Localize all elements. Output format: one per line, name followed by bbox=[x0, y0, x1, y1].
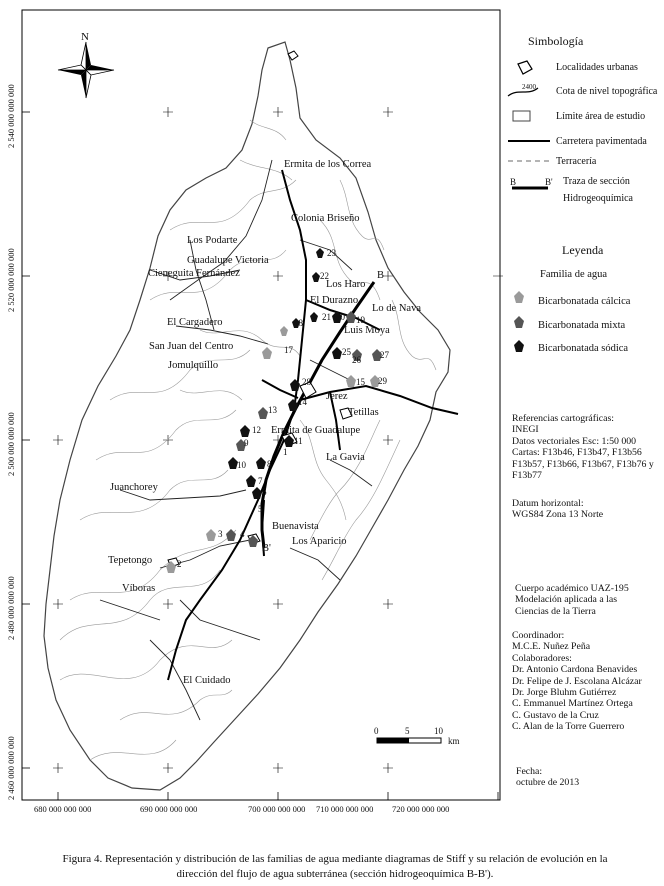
locality-label: San Juan del Centro bbox=[149, 341, 234, 352]
y-tick-label: 2 500 000 000 000 bbox=[6, 412, 16, 476]
sample-number: 11 bbox=[294, 436, 303, 446]
sample-number: 19 bbox=[356, 315, 365, 325]
locality-label: Juanchorey bbox=[110, 482, 158, 493]
scale-tick: 5 bbox=[405, 726, 410, 736]
collaborator-name: Dr. Jorge Bluhm Gutiérrez bbox=[512, 687, 617, 699]
x-tick-label: 720 000 000 000 bbox=[392, 804, 450, 814]
sample-number: 7 bbox=[258, 476, 263, 486]
grid-ticks bbox=[22, 112, 498, 800]
sample-number: 20 bbox=[336, 312, 345, 322]
caption-line: dirección del flujo de agua subterránea (sección hidrogeoquímica B-B'). bbox=[176, 868, 494, 880]
references-line: F13b77 bbox=[512, 470, 542, 482]
references-line: Datos vectoriales Esc: 1:50 000 bbox=[512, 435, 637, 447]
date-value: octubre de 2013 bbox=[516, 777, 580, 789]
leyenda-subtitle: Familia de agua bbox=[540, 269, 608, 280]
references-source: INEGI bbox=[512, 424, 539, 436]
sample-number: 1 bbox=[283, 447, 288, 457]
cartographic-references bbox=[512, 413, 654, 481]
locality-label: Ermita de Guadalupe bbox=[271, 425, 361, 436]
locality-label: Tepetongo bbox=[108, 555, 153, 566]
sample-number: 23 bbox=[327, 248, 336, 258]
section-start-label: B bbox=[377, 270, 385, 281]
sample-number: 10 bbox=[237, 460, 246, 470]
collaborator-name: C. Gustavo de la Cruz bbox=[512, 709, 599, 721]
sample-number: 26 bbox=[352, 355, 361, 365]
scale-bar-graphic bbox=[377, 738, 441, 743]
compass-rose bbox=[58, 42, 114, 98]
academic-body bbox=[515, 583, 629, 617]
coordinator-title: Coordinador: bbox=[512, 630, 565, 641]
sample-number: 8 bbox=[267, 459, 272, 469]
legend-label: Bicarbonatada cálcica bbox=[538, 296, 631, 307]
date-block bbox=[516, 766, 579, 789]
locality-label: Ermita de los Correa bbox=[284, 159, 372, 170]
references-title: Referencias cartográficas: bbox=[512, 413, 614, 424]
y-tick-label: 2 480 000 000 000 bbox=[6, 576, 16, 640]
locality-label: El Cargadero bbox=[167, 317, 223, 328]
collaborator-name: Dr. Antonio Cardona Benavides bbox=[512, 664, 638, 676]
locality-label: Tetillas bbox=[348, 407, 379, 418]
datum-block bbox=[512, 498, 603, 521]
collaborators-title: Colaboradores: bbox=[512, 652, 572, 664]
sample-number: 9 bbox=[244, 438, 249, 448]
legend-section-b: B bbox=[510, 177, 517, 187]
locality-label: Víboras bbox=[122, 583, 156, 594]
locality-label: Cieneguita Fernández bbox=[148, 268, 240, 279]
sample-number: 28 bbox=[302, 377, 311, 387]
references-line: Cartas: F13b46, F13b47, F13b56 bbox=[512, 447, 642, 459]
x-tick-label: 680 000 000 000 bbox=[34, 804, 92, 814]
sample-number: 3 bbox=[218, 529, 223, 539]
legend-label: Localidades urbanas bbox=[556, 62, 638, 73]
locality-label: Colonia Briseño bbox=[291, 213, 360, 224]
locality-label: El Durazno bbox=[310, 295, 359, 306]
coordinator-name: M.C.E. Nuñez Peña bbox=[512, 641, 591, 653]
legend-label: Límite área de estudio bbox=[556, 111, 646, 122]
legend-label: Carretera pavimentada bbox=[556, 136, 647, 147]
scale-tick: 0 bbox=[374, 726, 379, 736]
sample-number: 22 bbox=[320, 271, 329, 281]
y-tick-label: 2 520 000 000 000 bbox=[6, 248, 16, 312]
sample-number: 12 bbox=[252, 425, 261, 435]
map-frame bbox=[22, 10, 500, 800]
collaborator-name: Dr. Felipe de J. Escolana Alcázar bbox=[512, 675, 642, 687]
x-tick-label: 710 000 000 000 bbox=[316, 804, 374, 814]
date-title: Fecha: bbox=[516, 766, 543, 777]
figure-caption bbox=[10, 852, 660, 882]
legend-section-bprime: B' bbox=[545, 177, 553, 187]
sample-number: 27 bbox=[380, 350, 389, 360]
sample-number: 21 bbox=[322, 312, 331, 322]
references-line: F13b57, F13b66, F13b67, F13b76 y bbox=[512, 458, 654, 470]
locality-label: Los Haro bbox=[326, 279, 366, 290]
y-tick-label: 2 540 000 000 000 bbox=[6, 84, 16, 148]
locality-label: Jomulquillo bbox=[168, 360, 219, 371]
datum-value: WGS84 Zona 13 Norte bbox=[512, 509, 604, 521]
locality-label: La Gavia bbox=[326, 452, 365, 463]
sample-number: 18 bbox=[294, 318, 303, 328]
legend-label: Bicarbonatada mixta bbox=[538, 320, 626, 331]
locality-label: Los Aparicio bbox=[292, 536, 347, 547]
locality-label: El Cuidado bbox=[183, 675, 231, 686]
contour-value: 2400 bbox=[522, 83, 536, 91]
study-area-boundary bbox=[44, 42, 450, 790]
locality-label: Lo de Nava bbox=[372, 303, 421, 314]
sample-number: 29 bbox=[378, 376, 387, 386]
locality-label: Guadalupe Victoria bbox=[187, 255, 269, 266]
sample-number: 2 bbox=[177, 559, 182, 569]
credits-block bbox=[512, 630, 642, 733]
x-tick-label: 700 000 000 000 bbox=[248, 804, 306, 814]
legend-label: Bicarbonatada sódica bbox=[538, 343, 629, 354]
scale-unit: km bbox=[448, 736, 460, 746]
sample-number: 13 bbox=[268, 405, 277, 415]
legend-label-2: Hidrogeoquímica bbox=[563, 193, 633, 204]
legend-label: Cota de nivel topográfica bbox=[556, 86, 658, 97]
x-tick-label: 690 000 000 000 bbox=[140, 804, 198, 814]
scale-tick: 10 bbox=[434, 726, 443, 736]
caption-line: Figura 4. Representación y distribución de las familias de agua mediante diagramas de Stiff y su relación de evolución en la bbox=[62, 853, 608, 865]
locality-label: Luis Moya bbox=[344, 325, 390, 336]
y-tick-label: 2 460 000 000 000 bbox=[6, 736, 16, 800]
legend-label: Terracería bbox=[556, 156, 597, 167]
sample-number: 14 bbox=[298, 397, 307, 407]
locality-label: Buenavista bbox=[272, 521, 319, 532]
leyenda-title: Leyenda bbox=[562, 243, 604, 257]
sample-number: 15 bbox=[356, 377, 365, 387]
sample-number: 4 bbox=[240, 529, 245, 539]
locality-label: Jerez bbox=[326, 391, 348, 402]
academic-line: Ciencias de la Tierra bbox=[515, 605, 596, 617]
datum-title: Datum horizontal: bbox=[512, 498, 584, 509]
compass-north-label: N bbox=[81, 31, 89, 43]
sample-number: 5 bbox=[258, 504, 263, 514]
legend-icons bbox=[508, 61, 550, 352]
urban-localities bbox=[168, 51, 352, 567]
sample-number: 6 bbox=[262, 487, 267, 497]
locality-label: Los Podarte bbox=[187, 235, 238, 246]
sample-number: 25 bbox=[342, 347, 351, 357]
academic-line: Cuerpo académico UAZ-195 bbox=[515, 583, 629, 594]
collaborator-name: C. Emmanuel Martínez Ortega bbox=[512, 698, 633, 710]
section-end-label: B' bbox=[262, 543, 271, 554]
legend-label: Traza de sección bbox=[563, 176, 630, 187]
grid-crosses bbox=[53, 107, 503, 773]
academic-line: Modelación aplicada a las bbox=[515, 594, 618, 606]
simbologia-title: Simbología bbox=[528, 34, 584, 48]
sample-number: 17 bbox=[284, 345, 293, 355]
collaborator-name: C. Alan de la Torre Guerrero bbox=[512, 721, 625, 733]
